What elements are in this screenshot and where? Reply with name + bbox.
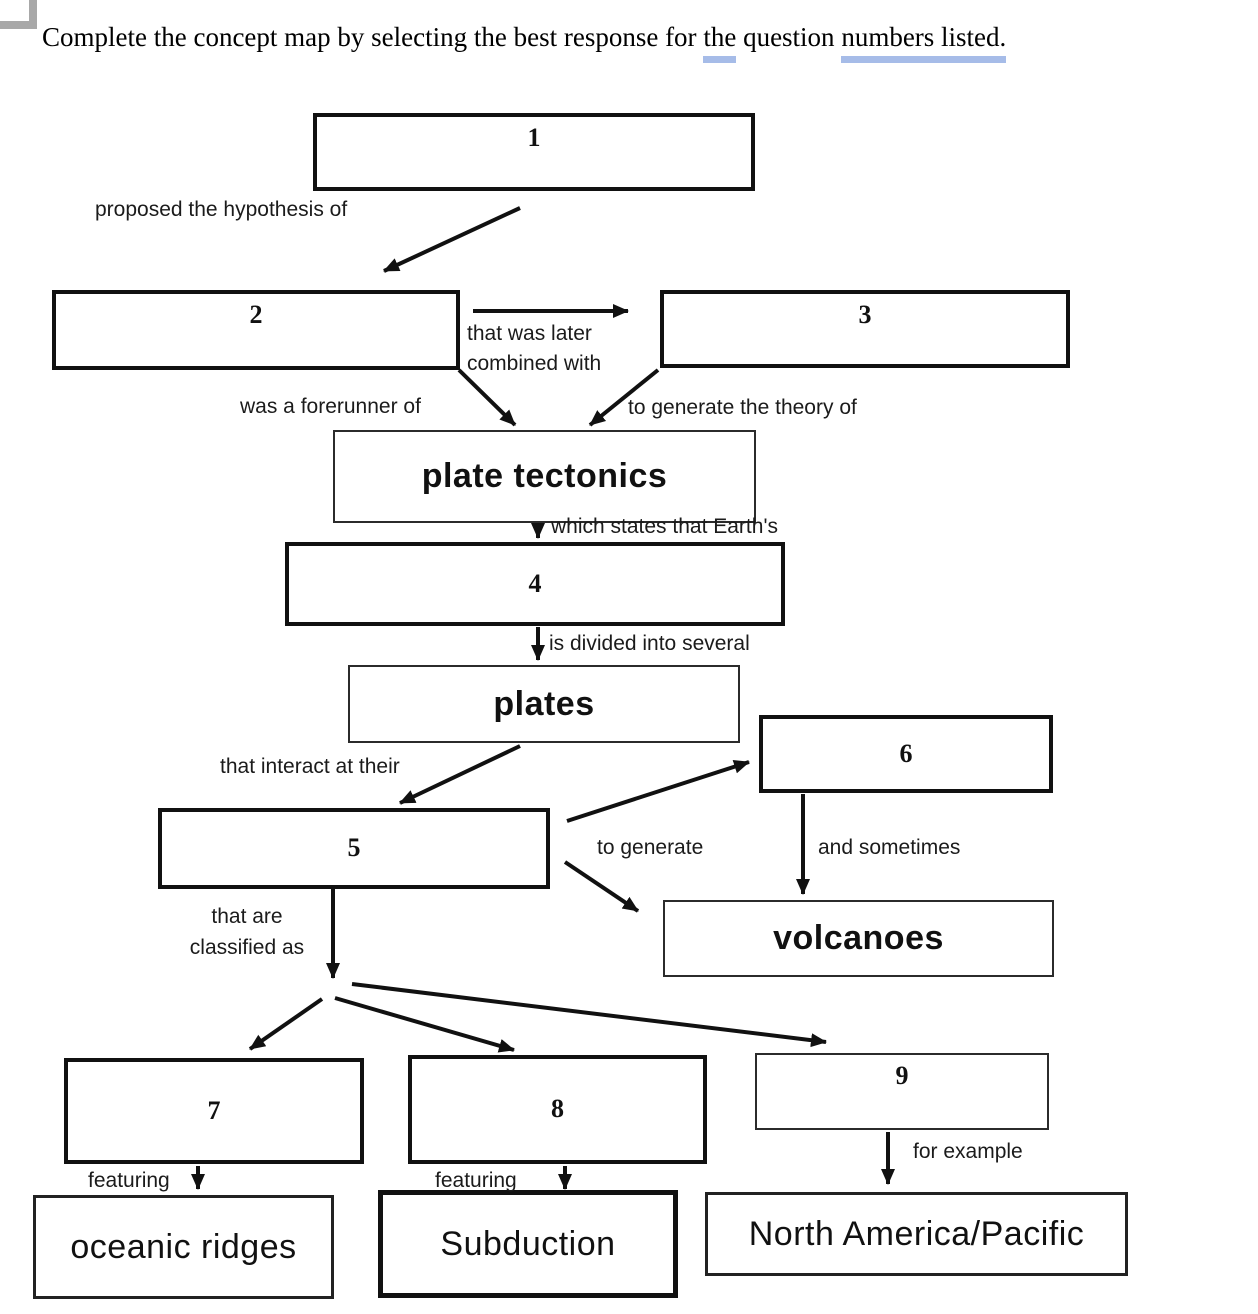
edge-label-to-generate: to generate: [597, 836, 704, 859]
concept-box-plates-label: plates: [493, 684, 595, 723]
arrow-plates-to-box5: [400, 746, 520, 803]
concept-box-q5: [158, 808, 550, 889]
concept-box-volcanoes-label: volcanoes: [773, 919, 944, 957]
arrow-box5-to-box6: [567, 762, 749, 821]
concept-box-plates: [348, 665, 740, 743]
arrow-junction-to-box9: [352, 984, 826, 1042]
edge-label-featuring-left: featuring: [88, 1169, 170, 1192]
concept-box-oceanic-ridges-label: oceanic ridges: [70, 1227, 297, 1266]
edge-label-proposed-hypothesis: proposed the hypothesis of: [95, 198, 348, 221]
title-segment-4-underlined: numbers listed.: [841, 22, 1006, 63]
concept-box-q4: [285, 542, 785, 626]
concept-box-q1-label: 1: [527, 123, 541, 152]
edge-label-for-example: for example: [913, 1140, 1023, 1163]
edge-label-and-sometimes: and sometimes: [818, 836, 961, 859]
concept-box-q8-label: 8: [551, 1094, 564, 1124]
edge-label-classified-as-line2: classified as: [189, 936, 305, 959]
edge-label-later-combined-line1: that was later: [467, 322, 592, 345]
title-segment-1: Complete the concept map by selecting the best response for: [42, 22, 704, 52]
arrow-junction-to-box8: [335, 998, 514, 1050]
title-segment-3: question: [736, 22, 842, 52]
arrow-box5-to-volcanoes: [565, 862, 638, 911]
edge-label-classified-as: [162, 901, 332, 963]
concept-box-q5-label: 5: [347, 833, 361, 863]
concept-box-north-america-pacific: [705, 1192, 1128, 1276]
concept-box-q3-label: 3: [858, 300, 872, 329]
concept-box-subduction-label: Subduction: [440, 1224, 616, 1263]
arrow-junction-to-box7: [250, 999, 322, 1049]
concept-box-q7: [64, 1058, 364, 1164]
edge-label-featuring-middle: featuring: [435, 1169, 517, 1192]
concept-box-subduction: [378, 1190, 678, 1298]
concept-box-q9-label: 9: [895, 1061, 909, 1090]
concept-box-north-america-pacific-label: North America/Pacific: [748, 1214, 1085, 1253]
concept-box-q3: [660, 290, 1070, 368]
edge-label-states-earths: which states that Earth's: [551, 515, 778, 538]
cropped-border-fragment-horizontal: [0, 21, 37, 29]
concept-box-q2: [52, 290, 460, 370]
edge-label-generate-theory: to generate the theory of: [628, 396, 857, 419]
edge-label-interact-at: that interact at their: [220, 755, 400, 778]
concept-box-q6: [759, 715, 1053, 793]
concept-box-oceanic-ridges: [33, 1195, 334, 1299]
concept-box-q7-label: 7: [207, 1095, 221, 1125]
edge-label-later-combined: [467, 319, 601, 379]
concept-box-q9: [755, 1053, 1049, 1130]
concept-box-q6-label: 6: [899, 738, 913, 768]
edge-label-divided-several: is divided into several: [549, 632, 750, 655]
concept-box-q2-label: 2: [249, 300, 263, 329]
title-segment-2-underlined: the: [703, 22, 736, 63]
edge-label-classified-as-line1: that are: [211, 905, 283, 928]
concept-box-plate-tectonics: [333, 430, 756, 523]
concept-box-plate-tectonics-label: plate tectonics: [421, 457, 668, 495]
arrow-box1-to-box2: [384, 208, 520, 271]
concept-box-q8: [408, 1055, 707, 1164]
page-title: [42, 22, 1182, 53]
concept-box-q4-label: 4: [528, 568, 542, 598]
concept-box-q1: [313, 113, 755, 191]
edge-label-later-combined-line2: combined with: [467, 352, 602, 375]
edge-label-forerunner: was a forerunner of: [240, 395, 421, 418]
concept-box-volcanoes: [663, 900, 1054, 977]
